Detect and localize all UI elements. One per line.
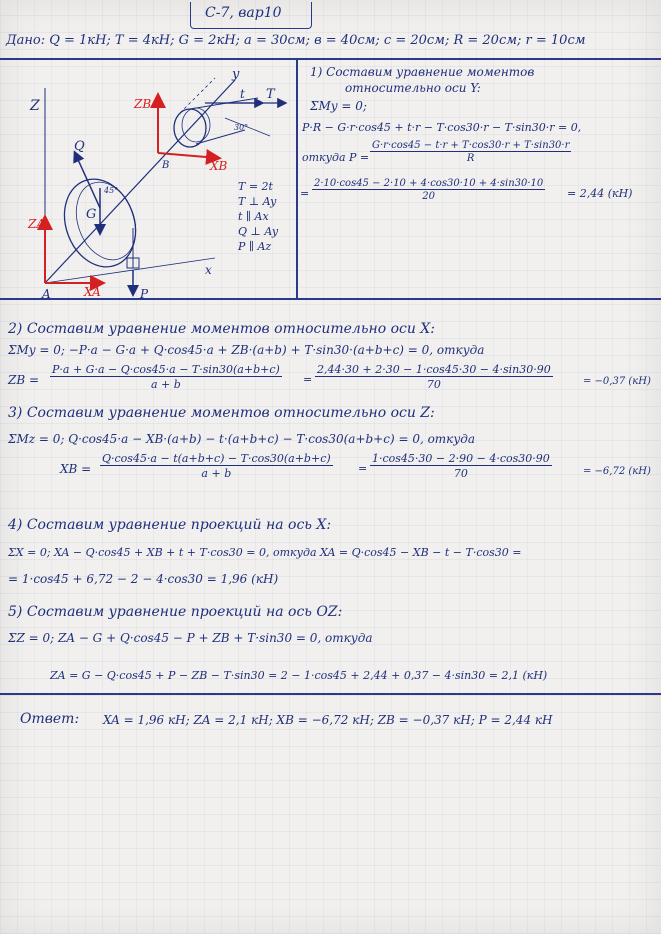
step3-calc-num: 1·cos45·30 − 2·90 − 4·cos30·90 (372, 452, 550, 465)
step3-lhs: XB = (60, 462, 92, 476)
step5-calc: ZA = G − Q·cos45 + P − ZB − T·sin30 = 2 − 1·cos45 + 2,44 + 0,37 − 4·sin30 = 2,1 (кН) (50, 669, 548, 682)
step2-formula-num: P·a + G·a − Q·cos45·a − T·sin30(a+b+c) (52, 363, 280, 376)
step2-result: = −0,37 (кН) (583, 376, 651, 387)
label-angle-30: 30° (234, 123, 249, 132)
step2-heading: 2) Составим уравнение моментов относительно оси X: (8, 321, 435, 337)
label-A: A (42, 287, 51, 298)
step1-calc-den: 20 (422, 191, 435, 202)
label-t: t (240, 87, 245, 101)
label-ZA: ZA (28, 217, 46, 231)
page-title: С-7, вар10 (205, 5, 282, 21)
force-Q-arrow (75, 153, 100, 208)
step1-calc-num: 2·10·cos45 − 2·10 + 4·cos30·10 + 4·sin30·10 (314, 178, 544, 189)
step2-equation: ΣMy = 0; −P·a − G·a + Q·cos45·a + ZB·(a+b) + T·sin30·(a+b+c) = 0, откуда (8, 343, 485, 357)
separator-answer (0, 693, 661, 695)
label-ZB: ZB (134, 97, 152, 111)
step2-equals: = (303, 373, 313, 386)
note-5: P ∥ Az (238, 240, 272, 253)
diagram-divider (296, 58, 298, 298)
label-Q: Q (74, 139, 85, 154)
step1-hence: откуда P = (302, 151, 370, 164)
step1-formula-num: G·r·cos45 − t·r + T·cos30·r + T·sin30·r (372, 140, 570, 151)
step3-formula-num: Q·cos45·a − t(a+b+c) − T·cos30(a+b+c) (102, 452, 331, 465)
separator-diagram (0, 298, 661, 300)
step1-heading-b: относительно оси Y: (345, 81, 481, 95)
step1-equation: P·R − G·r·cos45 + t·r − T·cos30·r − T·sin30·r = 0, (302, 121, 582, 134)
note-4: Q ⊥ Ay (238, 225, 279, 238)
label-XA: XA (84, 285, 101, 298)
step3-equation: ΣMz = 0; Q·cos45·a − XB·(a+b) − t·(a+b+c) − T·cos30(a+b+c) = 0, откуда (8, 432, 476, 446)
label-angle-45: 45° (104, 186, 119, 195)
note-3: t ∥ Ax (238, 210, 269, 223)
step1-formula-den: R (466, 153, 475, 164)
force-diagram (0, 58, 296, 298)
label-x: x (205, 263, 212, 277)
label-XB: XB (210, 159, 228, 173)
x-axis (45, 258, 215, 283)
step2-formula (50, 363, 282, 391)
label-B: B (162, 160, 170, 171)
step2-calc (315, 363, 553, 391)
answer-label: Ответ: (20, 711, 80, 727)
label-G: G (86, 207, 97, 222)
step1-heading-a: 1) Составим уравнение моментов (310, 65, 535, 79)
step3-calc (370, 452, 552, 480)
step4-calc: = 1·cos45 + 6,72 − 2 − 4·cos30 = 1,96 (кН) (8, 572, 279, 586)
label-T: T (266, 87, 275, 102)
step4-heading: 4) Составим уравнение проекций на ось X: (8, 517, 332, 533)
label-y: y (232, 67, 240, 82)
step2-calc-num: 2,44·30 + 2·30 − 1·cos45·30 − 4·sin30·90 (317, 363, 551, 376)
step2-formula-den: a + b (150, 378, 181, 391)
step2-calc-den: 70 (426, 378, 441, 391)
label-z: Z (30, 98, 40, 114)
step5-heading: 5) Составим уравнение проекций на ось OZ: (8, 604, 343, 620)
label-P: P (140, 287, 149, 298)
step3-result: = −6,72 (кН) (583, 466, 651, 477)
reaction-XB-arrow (158, 153, 218, 158)
step1-result: = 2,44 (кН) (567, 187, 633, 200)
answer-values: XA = 1,96 кН; ZA = 2,1 кН; XB = −6,72 кН; ZB = −0,37 кН; P = 2,44 кН (103, 713, 553, 727)
step3-formula (100, 452, 333, 480)
step1-formula (370, 140, 571, 164)
step3-equals: = (358, 462, 368, 475)
step4-equation: ΣX = 0; XA − Q·cos45 + XB + t + T·cos30 = 0, откуда XA = Q·cos45 − XB − t − T·cos30 = (8, 546, 522, 559)
belt-lower (196, 130, 245, 144)
note-1: T = 2t (238, 180, 273, 193)
step1-calc (312, 178, 545, 202)
step3-formula-den: a + b (201, 467, 232, 480)
step3-calc-den: 70 (453, 467, 468, 480)
given-data: Дано: Q = 1кН; T = 4кН; G = 2кН; a = 30см; в = 40см; с = 20см; R = 20см; r = 10см (6, 33, 586, 48)
note-2: T ⊥ Ay (238, 195, 277, 208)
step1-sum: ΣMy = 0; (310, 99, 367, 113)
step1-equals: = (300, 187, 310, 200)
step5-equation: ΣZ = 0; ZA − G + Q·cos45 − P + ZB + T·sin30 = 0, откуда (8, 631, 373, 645)
step3-heading: 3) Составим уравнение моментов относительно оси Z: (8, 405, 435, 421)
step2-lhs: ZB = (8, 373, 40, 387)
